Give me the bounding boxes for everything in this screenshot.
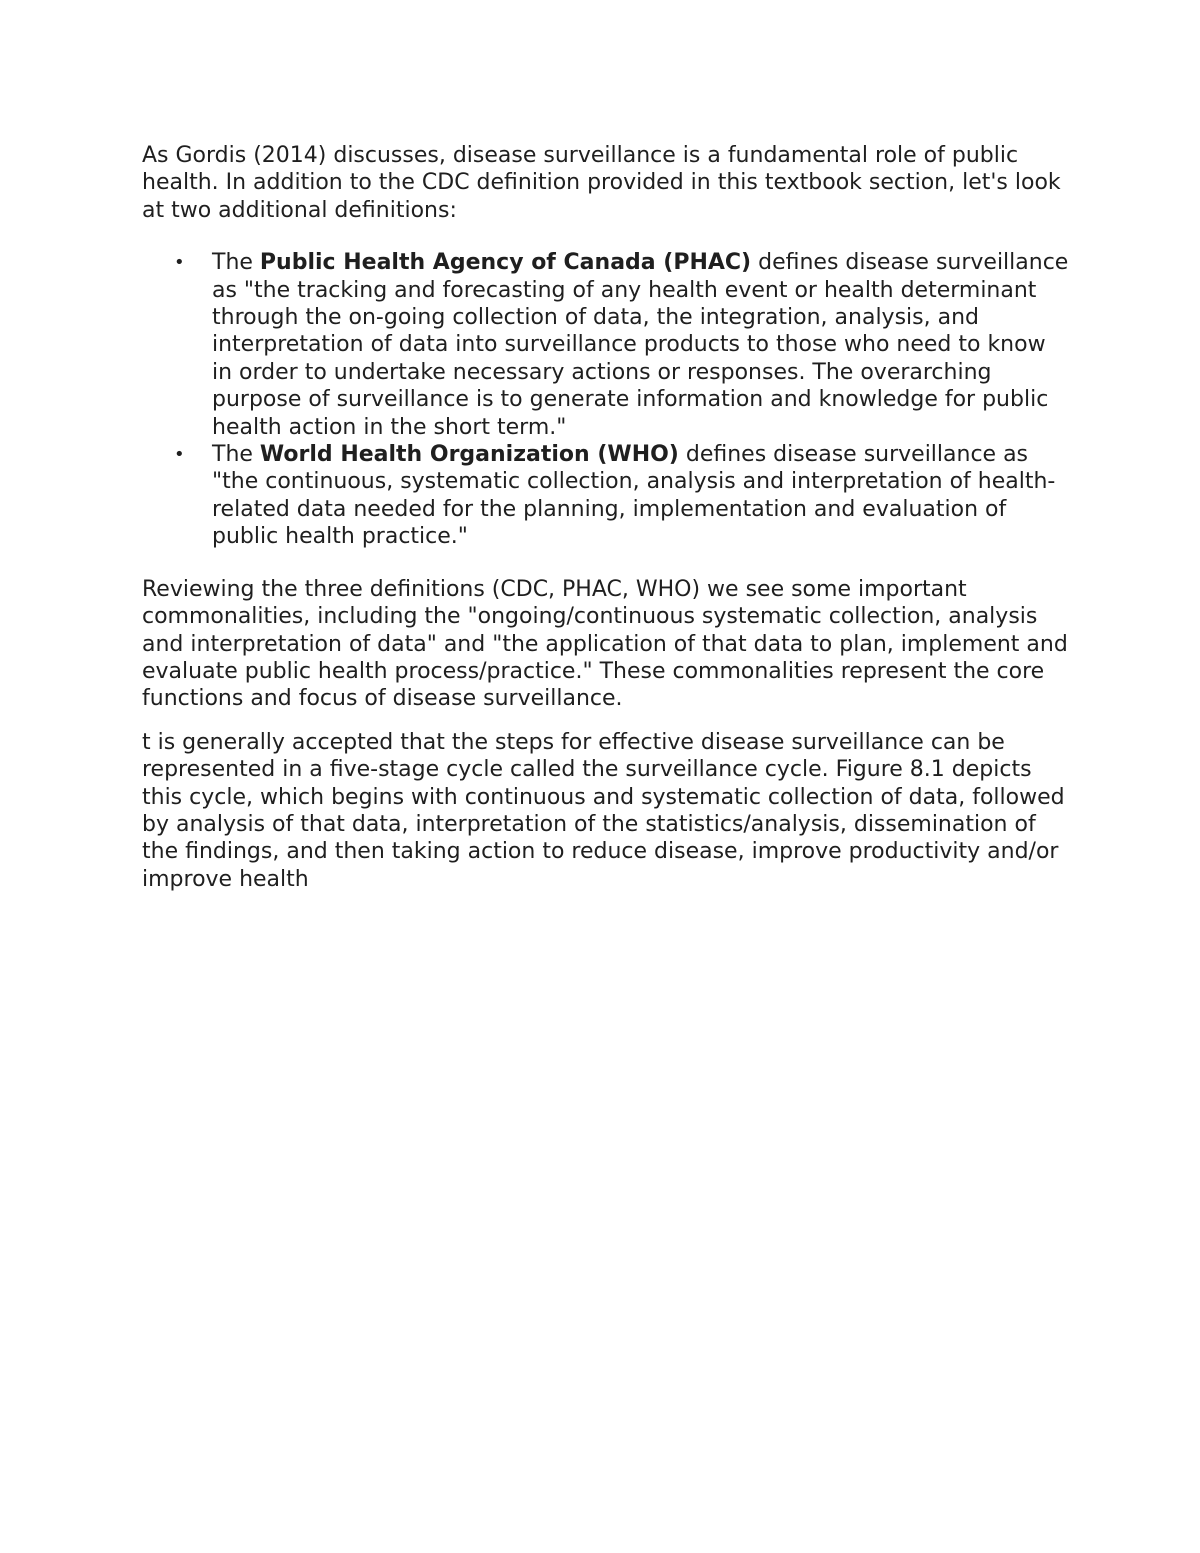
document-page xyxy=(142,142,1072,893)
definition-prefix: The xyxy=(212,250,260,276)
bullet-icon: • xyxy=(174,252,185,274)
definitions-list xyxy=(142,249,1072,550)
org-name-phac: Public Health Agency of Canada (PHAC) xyxy=(259,250,752,276)
surveillance-cycle-paragraph: t is generally accepted that the steps for effective disease surveillance can be represented in a five-stage cycle called the surveillance cycle. Figure 8.1 depicts this cycle, which begins with continuous and systematic collection of data, followed by analysis of that data, interpretation of the statistics/analysis, dissemination of the findings, and then taking action to reduce disease, improve productivity and/or improve health xyxy=(142,729,1065,892)
definition-prefix: The xyxy=(212,442,260,468)
commonalities-paragraph: Reviewing the three definitions (CDC, PHAC, WHO) we see some important commonalities, including the "ongoing/continuous systematic collection, analysis and interpretation of data" and "the application of that data to plan, implement and evaluate public health process/practice." These commonalities represent the core functions and focus of disease surveillance. xyxy=(142,576,1068,712)
definition-text-phac: defines disease surveillance as "the tracking and forecasting of any health event or health determinant through the on-going collection of data, the integration, analysis, and interpretation of data into surveillance products to those who need to know in order to undertake necessary actions or responses. The overarching purpose of surveillance is to generate information and knowledge for public health action in the short term." xyxy=(212,250,1069,440)
definition-text-who: defines disease surveillance as "the continuous, systematic collection, analysis and interpretation of health-related data needed for the planning, implementation and evaluation of public health practice." xyxy=(212,442,1056,550)
list-item-phac xyxy=(142,249,1072,441)
org-name-who: World Health Organization (WHO) xyxy=(259,442,679,468)
bullet-icon: • xyxy=(174,444,185,466)
intro-paragraph: As Gordis (2014) discusses, disease surveillance is a fundamental role of public health. In addition to the CDC definition provided in this textbook section, let's look at two additional definitions: xyxy=(142,143,1061,223)
list-item-who xyxy=(142,441,1072,551)
